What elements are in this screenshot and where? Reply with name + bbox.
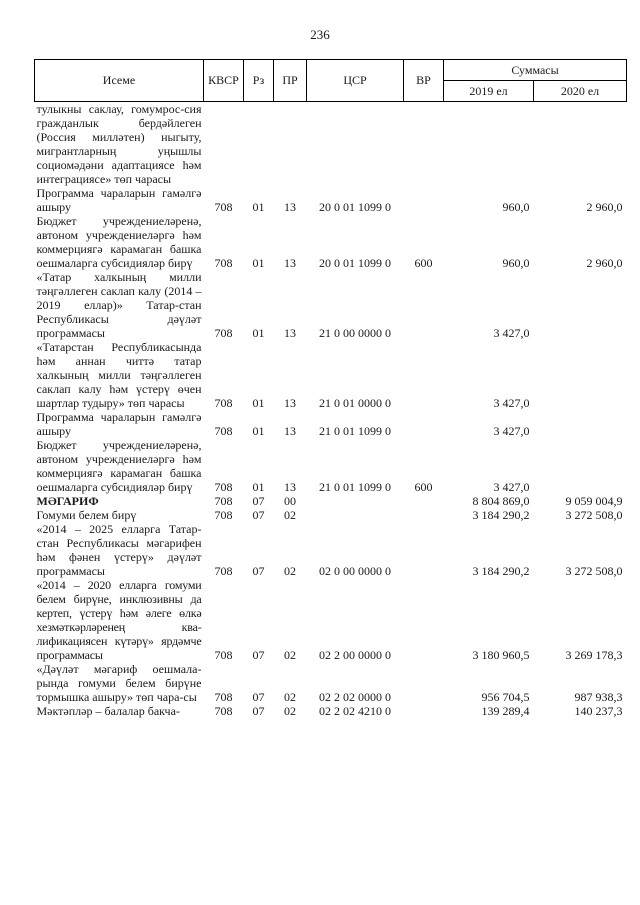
row-sum-2019: 3 184 290,2 — [472, 508, 530, 522]
row-pr: 13 — [284, 256, 296, 270]
row-vr — [404, 508, 444, 522]
row-pr: 02 — [284, 704, 296, 718]
row-csr: 20 0 01 1099 0 — [319, 200, 391, 214]
row-csr — [307, 494, 404, 508]
row-rz: 01 — [252, 326, 265, 340]
table-row — [35, 704, 627, 718]
row-name: «2014 – 2020 елларга гомуми белем бирүне, инклюзивны да кертеп, үстерү һәм әлеге өлкә хезмәткәрләренең ква-лификациясен күтәрү» ярдәмче программасы — [36, 578, 202, 662]
row-kvsr: 708 — [214, 704, 233, 718]
row-pr: 13 — [284, 200, 296, 214]
row-name: Бюджет учреждениеләренә, автоном учреждениеләргә һәм коммерциягә карамаган башка оешмаларга субсидияләр бирү — [36, 214, 202, 270]
row-sum-2019: 956 704,5 — [481, 690, 530, 704]
row-csr: 20 0 01 1099 0 — [319, 256, 391, 270]
row-kvsr: 708 — [214, 424, 233, 438]
table-row — [35, 340, 627, 410]
table-row — [35, 662, 627, 704]
row-sum-2020: 2 960,0 — [586, 200, 623, 214]
header-csr: ЦСР — [307, 60, 404, 102]
row-rz: 01 — [252, 200, 265, 214]
table-row — [35, 186, 627, 214]
row-sum-2020 — [534, 340, 627, 410]
row-name: «Дәүләт мәгариф оешмала-рында гомуми белем бирүне тормышка ашыру» төп чара-сы — [36, 662, 202, 704]
row-rz: 01 — [252, 424, 265, 438]
row-sum-2020: 3 272 508,0 — [565, 564, 623, 578]
row-name: «Татар халкының милли тәңгәллеген саклап калу (2014 – 2019 еллар)» Татар-стан Республикасы дәүләт программасы — [36, 270, 202, 340]
row-vr — [404, 186, 444, 214]
row-rz: 07 — [252, 508, 265, 522]
header-vr: ВР — [404, 60, 444, 102]
table-row — [35, 214, 627, 270]
row-sum-2019: 3 427,0 — [493, 326, 530, 340]
row-sum-2020 — [534, 102, 627, 187]
table-row — [35, 508, 627, 522]
row-sum-2019: 3 184 290,2 — [472, 564, 530, 578]
row-sum-2019: 139 289,4 — [481, 704, 530, 718]
row-sum-2020: 3 272 508,0 — [565, 508, 623, 522]
row-sum-2020 — [534, 438, 627, 494]
table-body — [35, 102, 627, 719]
row-kvsr: 708 — [214, 396, 233, 410]
row-name: «Татарстан Республикасында һәм аннан читтә татар халкының милли тәңгәллеген саклап калу һәм үстерү өчен шартлар тудыру» төп чарасы — [36, 340, 202, 410]
row-sum-2020: 2 960,0 — [586, 256, 623, 270]
row-sum-2020: 3 269 178,3 — [565, 648, 623, 662]
row-rz — [244, 102, 274, 187]
header-kvsr: КВСР — [204, 60, 244, 102]
row-pr: 02 — [284, 648, 296, 662]
row-csr: 02 2 02 4210 0 — [319, 704, 391, 718]
row-rz: 07 — [252, 690, 265, 704]
row-sum-2020: 9 059 004,9 — [565, 494, 623, 508]
row-csr — [307, 102, 404, 187]
table-row — [35, 438, 627, 494]
row-rz: 07 — [252, 648, 265, 662]
row-kvsr: 708 — [214, 494, 233, 508]
row-sum-2019: 3 427,0 — [493, 424, 530, 438]
row-kvsr: 708 — [214, 256, 233, 270]
row-vr — [404, 578, 444, 662]
header-sums: Суммасы — [444, 60, 627, 81]
budget-table — [34, 59, 627, 718]
header-pr: ПР — [274, 60, 307, 102]
row-kvsr: 708 — [214, 326, 233, 340]
row-vr — [404, 704, 444, 718]
row-vr — [404, 522, 444, 578]
row-kvsr: 708 — [214, 480, 233, 494]
row-name: «2014 – 2025 елларга Татар-стан Республикасы мәгарифен һәм фәнен үстерү» дәүләт программасы — [36, 522, 202, 578]
row-pr: 13 — [284, 326, 296, 340]
row-kvsr: 708 — [214, 690, 233, 704]
row-rz: 07 — [252, 494, 265, 508]
row-vr: 600 — [414, 480, 433, 494]
row-sum-2019: 960,0 — [502, 200, 530, 214]
row-name: Мәктәпләр – балалар бакча- — [36, 704, 180, 718]
row-sum-2020: 140 237,3 — [574, 704, 623, 718]
row-vr — [404, 662, 444, 704]
row-name: МӘГАРИФ — [36, 494, 99, 508]
row-pr — [274, 102, 307, 187]
header-year-2020: 2020 ел — [534, 81, 627, 102]
table-row — [35, 578, 627, 662]
row-sum-2019: 960,0 — [502, 256, 530, 270]
row-pr: 02 — [284, 690, 296, 704]
header-name: Исеме — [35, 60, 204, 102]
row-pr: 13 — [284, 424, 296, 438]
row-pr: 02 — [284, 508, 296, 522]
row-vr — [404, 410, 444, 438]
row-rz: 07 — [252, 564, 265, 578]
row-vr: 600 — [414, 256, 433, 270]
row-sum-2019: 3 180 960,5 — [472, 648, 530, 662]
row-sum-2020 — [534, 410, 627, 438]
row-csr — [307, 508, 404, 522]
row-name: Гомуми белем бирү — [36, 508, 137, 522]
row-rz: 01 — [252, 396, 265, 410]
row-sum-2019: 3 427,0 — [493, 396, 530, 410]
table-row — [35, 102, 627, 187]
row-kvsr: 708 — [214, 200, 233, 214]
row-name: Программа чараларын гамәлгә ашыру — [36, 410, 202, 438]
row-sum-2019: 8 804 869,0 — [472, 494, 530, 508]
table-row — [35, 410, 627, 438]
row-rz: 07 — [252, 704, 265, 718]
row-name: тулыкны саклау, гомумрос-сия гражданлык бердәйлеген (Россия милләтен) ныгыту, мигрантларның уңышлы социомәдәни адаптациясе һәм интеграциясе» төп чарасы — [36, 102, 202, 186]
table-row — [35, 522, 627, 578]
row-pr: 13 — [284, 396, 296, 410]
row-pr: 00 — [284, 494, 296, 508]
row-name: Бюджет учреждениеләренә, автоном учреждениеләргә һәм коммерциягә карамаган башка оешмаларга субсидияләр бирү — [36, 438, 202, 494]
row-rz: 01 — [252, 256, 265, 270]
row-csr: 21 0 00 0000 0 — [319, 326, 391, 340]
row-pr: 02 — [284, 564, 296, 578]
row-vr — [404, 102, 444, 187]
row-csr: 21 0 01 1099 0 — [319, 480, 391, 494]
row-kvsr: 708 — [214, 648, 233, 662]
row-vr — [404, 270, 444, 340]
row-csr: 02 2 02 0000 0 — [319, 690, 391, 704]
row-sum-2019: 3 427,0 — [493, 480, 530, 494]
table-header — [35, 60, 627, 102]
row-csr: 02 0 00 0000 0 — [319, 564, 391, 578]
row-csr: 21 0 01 0000 0 — [319, 396, 391, 410]
row-kvsr: 708 — [214, 564, 233, 578]
row-vr — [404, 340, 444, 410]
row-sum-2019 — [444, 102, 534, 187]
header-rz: Рз — [244, 60, 274, 102]
table-row — [35, 270, 627, 340]
page-number: 236 — [310, 27, 330, 42]
row-kvsr: 708 — [214, 508, 233, 522]
row-sum-2020 — [534, 270, 627, 340]
row-vr — [404, 494, 444, 508]
row-csr: 21 0 01 1099 0 — [319, 424, 391, 438]
row-kvsr — [204, 102, 244, 187]
row-pr: 13 — [284, 480, 296, 494]
row-csr: 02 2 00 0000 0 — [319, 648, 391, 662]
table-row-section — [35, 494, 627, 508]
row-rz: 01 — [252, 480, 265, 494]
row-sum-2020: 987 938,3 — [574, 690, 623, 704]
header-year-2019: 2019 ел — [444, 81, 534, 102]
row-name: Программа чараларын гамәлгә ашыру — [36, 186, 202, 214]
